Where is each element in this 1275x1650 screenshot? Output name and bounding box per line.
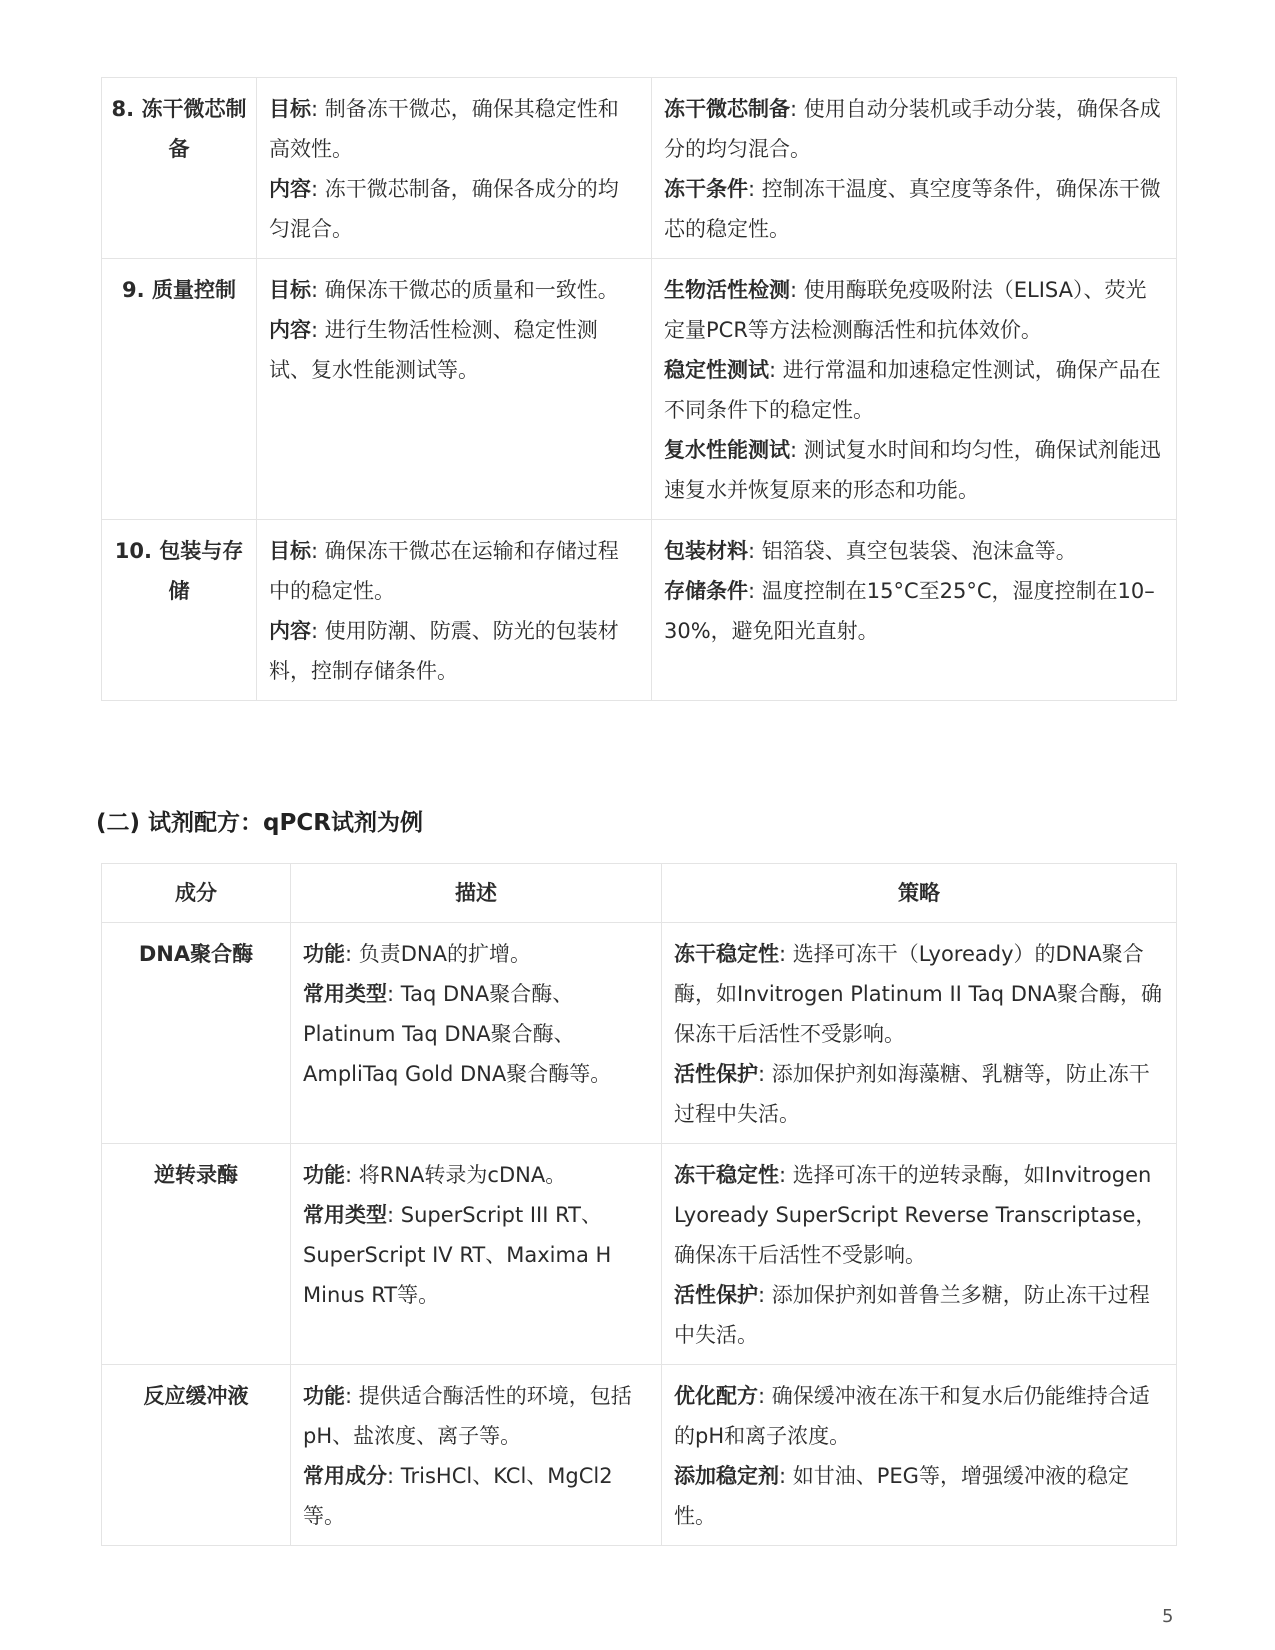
field-text: : 铝箔袋、真空包装袋、泡沫盒等。 [748,539,1077,563]
field-text: : 冻干微芯制备，确保各成分的均匀混合。 [269,177,619,241]
step-details-cell [652,259,1177,520]
field-key: 常用类型 [303,1203,387,1227]
field-text: : SuperScript III RT、SuperScript IV RT、Maxima H Minus RT等。 [303,1203,612,1307]
step-objective-cell [257,78,652,259]
field-key: 目标 [269,539,311,563]
step-details-cell [652,520,1177,701]
detail-line [664,169,1164,249]
field-text: : 如甘油、PEG等，增强缓冲液的稳定性。 [674,1464,1129,1528]
step-objective-cell [257,259,652,520]
component-strategy-cell [662,1365,1177,1546]
field-text: : 将RNA转录为cDNA。 [345,1163,567,1187]
table-row [102,78,1177,259]
field-text: : 确保冻干微芯的质量和一致性。 [311,278,619,302]
field-key: 活性保护 [674,1062,758,1086]
field-key: 冻干稳定性 [674,1163,779,1187]
description-line [303,934,649,974]
field-text: : 进行生物活性检测、稳定性测试、复水性能测试等。 [269,318,598,382]
field-key: 内容 [269,318,311,342]
field-key: 冻干微芯制备 [664,97,790,121]
step-objective-cell [257,520,652,701]
field-text: : 使用自动分装机或手动分装，确保各成分的均匀混合。 [664,97,1161,161]
field-key: 目标 [269,97,311,121]
field-text: : 进行常温和加速稳定性测试，确保产品在不同条件下的稳定性。 [664,358,1161,422]
component-strategy-cell [662,1144,1177,1365]
field-key: 常用类型 [303,982,387,1006]
table-row [102,259,1177,520]
detail-line [664,350,1164,430]
description-line [303,1155,649,1195]
content-line [269,611,639,691]
strategy-line [674,1054,1164,1134]
page-number: 5 [1162,1606,1174,1627]
field-key: 功能 [303,1384,345,1408]
detail-line [664,89,1164,169]
field-text: : 制备冻干微芯，确保其稳定性和高效性。 [269,97,619,161]
description-line [303,1195,649,1315]
column-header: 策略 [662,864,1177,923]
field-text: : TrisHCl、KCl、MgCl2等。 [303,1464,613,1528]
field-key: 冻干稳定性 [674,942,779,966]
description-line [303,974,649,1094]
component-name: DNA聚合酶 [102,923,291,1144]
step-name: 9. 质量控制 [102,259,257,520]
step-name: 8. 冻干微芯制备 [102,78,257,259]
section-title: (二) 试剂配方：qPCR试剂为例 [96,810,423,836]
field-key: 内容 [269,619,311,643]
field-key: 优化配方 [674,1384,758,1408]
field-text: : 负责DNA的扩增。 [345,942,531,966]
component-description-cell [291,923,662,1144]
objective-line [269,89,639,169]
field-text: : 选择可冻干（Lyoready）的DNA聚合酶，如Invitrogen Platinum II Taq DNA聚合酶，确保冻干后活性不受影响。 [674,942,1162,1046]
objective-line [269,531,639,611]
component-name: 反应缓冲液 [102,1365,291,1546]
field-key: 功能 [303,942,345,966]
field-key: 添加稳定剂 [674,1464,779,1488]
column-header: 描述 [291,864,662,923]
field-key: 包装材料 [664,539,748,563]
process-steps-table [101,77,1177,701]
field-text: : 添加保护剂如普鲁兰多糖，防止冻干过程中失活。 [674,1283,1150,1347]
detail-line [664,270,1164,350]
strategy-line [674,934,1164,1054]
table-row [102,923,1177,1144]
description-line [303,1456,649,1536]
field-text: : 控制冻干温度、真空度等条件，确保冻干微芯的稳定性。 [664,177,1161,241]
detail-line [664,531,1164,571]
reagent-formula-table [101,863,1177,1546]
field-key: 内容 [269,177,311,201]
strategy-line [674,1155,1164,1275]
field-text: : 使用酶联免疫吸附法（ELISA）、荧光定量PCR等方法检测酶活性和抗体效价。 [664,278,1147,342]
field-key: 功能 [303,1163,345,1187]
field-text: : 提供适合酶活性的环境，包括pH、盐浓度、离子等。 [303,1384,632,1448]
field-text: : 温度控制在15°C至25°C，湿度控制在10–30%，避免阳光直射。 [664,579,1155,643]
table-row [102,520,1177,701]
field-key: 目标 [269,278,311,302]
detail-line [664,571,1164,651]
field-key: 常用成分 [303,1464,387,1488]
field-text: : Taq DNA聚合酶、Platinum Taq DNA聚合酶、AmpliTaq Gold DNA聚合酶等。 [303,982,612,1086]
field-text: : 确保缓冲液在冻干和复水后仍能维持合适的pH和离子浓度。 [674,1384,1150,1448]
detail-line [664,430,1164,510]
objective-line [269,270,639,310]
table-row [102,1144,1177,1365]
table-row [102,1365,1177,1546]
strategy-line [674,1456,1164,1536]
component-strategy-cell [662,923,1177,1144]
column-header: 成分 [102,864,291,923]
field-text: : 确保冻干微芯在运输和存储过程中的稳定性。 [269,539,619,603]
step-details-cell [652,78,1177,259]
field-text: : 添加保护剂如海藻糖、乳糖等，防止冻干过程中失活。 [674,1062,1150,1126]
component-description-cell [291,1144,662,1365]
field-key: 存储条件 [664,579,748,603]
content-line [269,310,639,390]
strategy-line [674,1275,1164,1355]
field-text: : 测试复水时间和均匀性，确保试剂能迅速复水并恢复原来的形态和功能。 [664,438,1161,502]
step-name: 10. 包装与存储 [102,520,257,701]
description-line [303,1376,649,1456]
table-header-row [102,864,1177,923]
field-key: 复水性能测试 [664,438,790,462]
field-key: 生物活性检测 [664,278,790,302]
content-line [269,169,639,249]
field-text: : 使用防潮、防震、防光的包装材料，控制存储条件。 [269,619,619,683]
field-text: : 选择可冻干的逆转录酶，如Invitrogen Lyoready SuperScript Reverse Transcriptase，确保冻干后活性不受影响。 [674,1163,1157,1267]
field-key: 活性保护 [674,1283,758,1307]
field-key: 稳定性测试 [664,358,769,382]
field-key: 冻干条件 [664,177,748,201]
strategy-line [674,1376,1164,1456]
component-name: 逆转录酶 [102,1144,291,1365]
component-description-cell [291,1365,662,1546]
